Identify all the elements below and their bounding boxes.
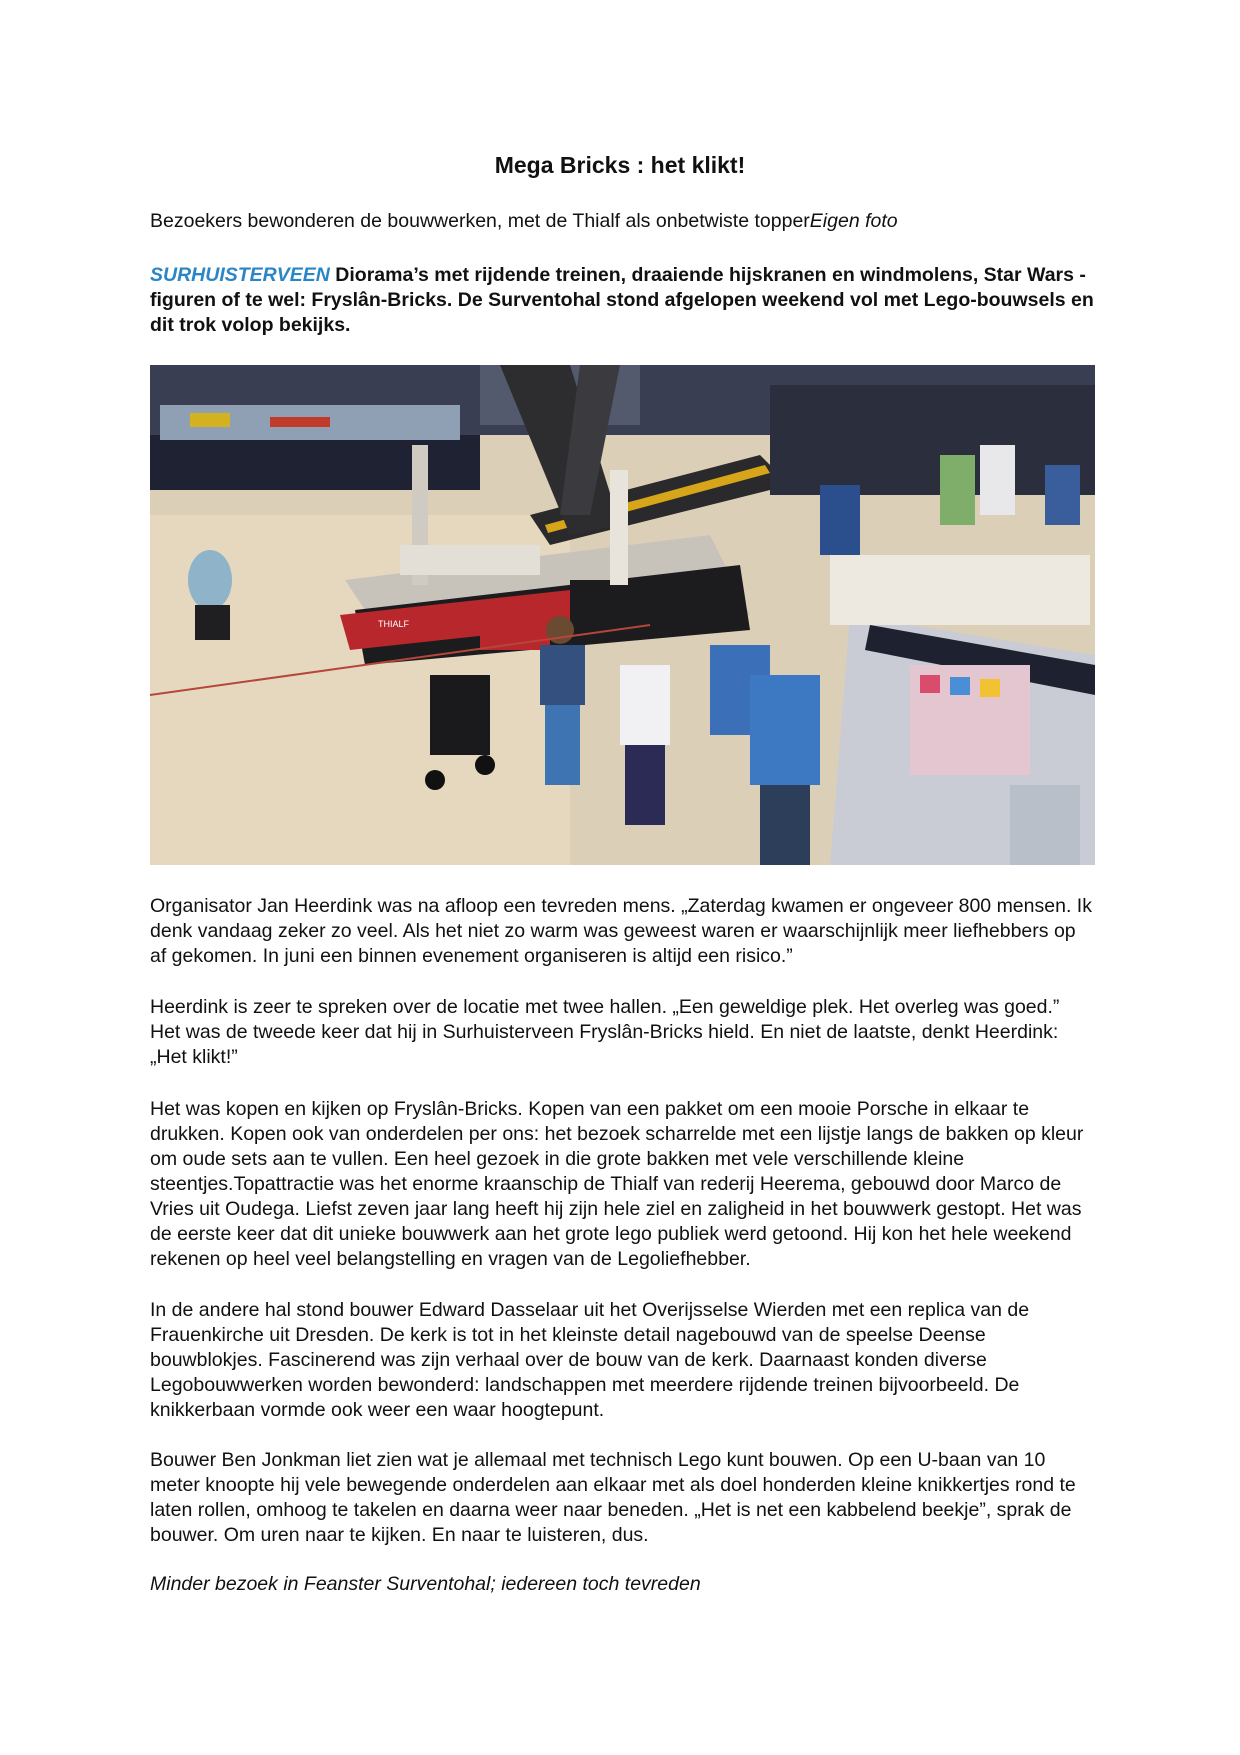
stroller-wheel-2 (475, 755, 495, 775)
paragraph-3: Het was kopen en kijken op Fryslân-Bricks. Kopen van een pakket om een mooie Porsche in elkaar te drukken. Kopen ook van onderdelen per ons: het bezoek scharrelde met een lijstje langs de bakken op kleur om oude sets aan te vullen. Een heel gezoek in die grote bakken met vele verschillende kleine steentjes.Topattractie was het enorme kraanschip de Thialf van rederij Heerema, gebouwd door Marco de Vries uit Oudega. Liefst zeven jaar lang heeft hij zijn hele ziel en zaligheid in het bouwwerk gestopt. Het was de eerste keer dat dit unieke bouwwerk aan het grote lego publiek werd getoond. Hij kon het hele weekend rekenen op heel veel belangstelling en vragen van de Legoliefhebber. (150, 1098, 1084, 1270)
caption-text: Bezoekers bewonderen de bouwwerken, met de Thialf als onbetwiste topper (150, 210, 810, 232)
caption-credit: Eigen foto (809, 210, 898, 232)
stroller-wheel-1 (425, 770, 445, 790)
lego-train (190, 413, 230, 427)
visitor-white (980, 445, 1015, 515)
bin-yellow (980, 679, 1000, 697)
lego-exhibition-photo (150, 365, 1095, 865)
visitor-navy (1045, 465, 1080, 525)
bin-pink (920, 675, 940, 693)
visitor-blue-shirt-2 (750, 675, 820, 785)
visitor-white-shirt (620, 665, 670, 745)
visitor-jeans (545, 705, 580, 785)
article-photo (150, 365, 1095, 865)
ship-label: THIALF (378, 619, 410, 629)
visitor-stand (820, 485, 860, 555)
dateline: SURHUISTERVEEN (150, 264, 330, 286)
paragraph-2: Heerdink is zeer te spreken over de locatie met twee hallen. „Een geweldige plek. Het overleg was goed.” Het was de tweede keer dat hij in Surhuisterveen Fryslân-Bricks hield. En niet de laatste, denkt Heerdink: „Het klikt!” (150, 996, 1060, 1068)
visitor-backpack (188, 550, 232, 610)
lead-text: Diorama’s met rijdende treinen, draaiende hijskranen en windmolens, Star Wars -figuren of te wel: Fryslân-Bricks. De Surventohal stond afgelopen weekend vol met Lego-bouwsels en dit trok volop bekijks. (150, 264, 1094, 336)
article-title: Mega Bricks : het klikt! (494, 152, 746, 178)
visitor-pants (625, 745, 665, 825)
lego-wagon (270, 417, 330, 427)
photo-caption (150, 208, 1110, 234)
visitor-top (540, 645, 585, 705)
article-lead (150, 263, 1095, 338)
visitor-green (940, 455, 975, 525)
closing-line: Minder bezoek in Feanster Surventohal; iedereen toch tevreden (150, 1573, 701, 1595)
paragraph-1: Organisator Jan Heerdink was na afloop een tevreden mens. „Zaterdag kwamen er ongeveer 800 mensen. Ik denk vandaag zeker zo veel. Als het niet zo warm was geweest waren er waarschijnlijk meer liefhebbers op af gekomen. In juni een binnen evenement organiseren is altijd een risico.” (150, 895, 1092, 967)
white-panel (830, 555, 1090, 625)
bin-blue (950, 677, 970, 695)
paragraph-4: In de andere hal stond bouwer Edward Dasselaar uit het Overijsselse Wierden met een replica van de Frauenkirche uit Dresden. De kerk is tot in het kleinste detail nagebouwd van de speelse Deense bouwblokjes. Fascinerend was zijn verhaal over de bouw van de kerk. Daarnaast konden diverse Legobouwwerken worden bewonderd: landschappen met meerdere rijdende treinen bijvoorbeeld. De knikkerbaan vormde ook weer een waar hoogtepunt. (150, 1299, 1030, 1421)
paragraph-5: Bouwer Ben Jonkman liet zien wat je allemaal met technisch Lego kunt bouwen. Op een U-baan van 10 meter knoopte hij vele bewegende onderdelen aan elkaar met als doel honderden kleine knikkertjes rond te laten rollen, omhoog te takelen en daarna weer naar beneden. „Het is net een kabbelend beekje”, sprak de bouwer. Om uren naar te kijken. En naar te luisteren, dus. (150, 1449, 1076, 1546)
visitor-shorts (195, 605, 230, 640)
visitor-jeans-2 (760, 785, 810, 865)
ship-cabin (400, 545, 540, 575)
ship-pontoon (480, 600, 550, 650)
crane-mast (610, 470, 628, 585)
table-left (150, 435, 480, 490)
stroller (430, 675, 490, 755)
visitor-backpack-right (1010, 785, 1080, 865)
